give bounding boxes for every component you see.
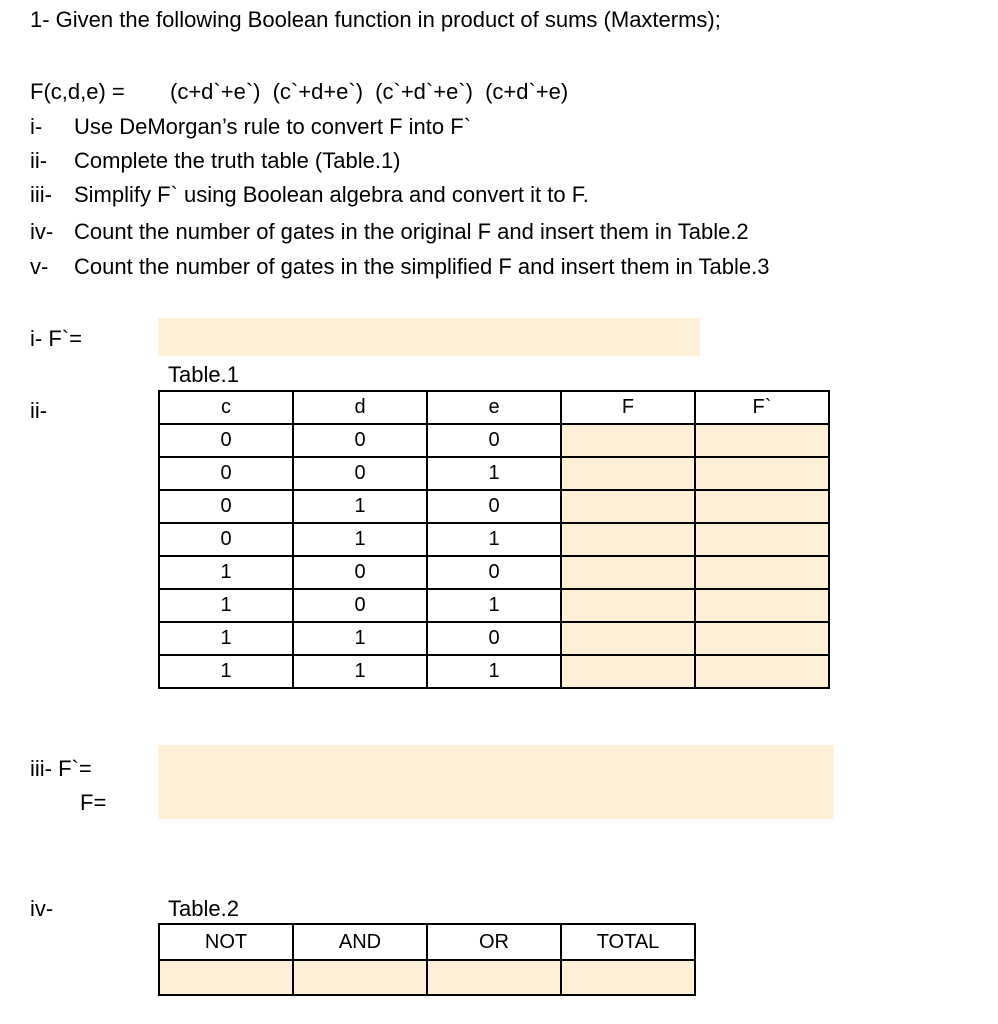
step-text: Count the number of gates in the simplified F and insert them in Table.3 — [74, 254, 770, 279]
cell-f-complement-input[interactable] — [695, 589, 829, 622]
cell-c: 0 — [159, 523, 293, 556]
step-number: ii- — [30, 148, 48, 173]
cell-f-input[interactable] — [561, 622, 695, 655]
table-row — [159, 589, 829, 622]
cell-f-input[interactable] — [561, 589, 695, 622]
cell-c: 0 — [159, 424, 293, 457]
cell-d: 0 — [293, 556, 427, 589]
step-iv — [30, 218, 749, 246]
step-text: Count the number of gates in the original F and insert them in Table.2 — [74, 219, 749, 244]
step-text: Complete the truth table (Table.1) — [74, 148, 401, 173]
cell-f-complement-input[interactable] — [695, 424, 829, 457]
answer-iii-label: iii- F`= — [30, 756, 92, 781]
header-and: AND — [293, 924, 427, 960]
cell-e: 0 — [427, 556, 561, 589]
table-row — [159, 490, 829, 523]
step-number: i- — [30, 114, 43, 139]
cell-f-complement-input[interactable] — [695, 556, 829, 589]
table1-caption: Table.1 — [168, 362, 239, 387]
cell-e: 0 — [427, 622, 561, 655]
step-text: Use DeMorgan’s rule to convert F into F` — [74, 114, 471, 139]
cell-d: 1 — [293, 655, 427, 688]
cell-c: 1 — [159, 556, 293, 589]
function-label: F(c,d,e) = — [30, 79, 125, 104]
answer-i-field[interactable] — [158, 318, 700, 356]
cell-f-input[interactable] — [561, 556, 695, 589]
answer-iii-f-label: F= — [80, 790, 107, 815]
and-count-input[interactable] — [293, 960, 427, 995]
step-i — [30, 113, 471, 141]
cell-d: 0 — [293, 457, 427, 490]
answer-i-label: i- F`= — [30, 326, 82, 351]
table-row — [159, 622, 829, 655]
header-f: F — [561, 391, 695, 424]
header-f-complement: F` — [695, 391, 829, 424]
cell-e: 0 — [427, 490, 561, 523]
cell-c: 1 — [159, 589, 293, 622]
table-row — [159, 457, 829, 490]
answer-ii-label: ii- — [30, 398, 48, 423]
header-total: TOTAL — [561, 924, 695, 960]
cell-f-input[interactable] — [561, 490, 695, 523]
cell-d: 0 — [293, 424, 427, 457]
step-v — [30, 253, 769, 281]
step-text: Simplify F` using Boolean algebra and convert it to F. — [74, 182, 589, 207]
cell-f-input[interactable] — [561, 655, 695, 688]
cell-d: 1 — [293, 622, 427, 655]
cell-f-complement-input[interactable] — [695, 523, 829, 556]
table-row — [159, 556, 829, 589]
header-not: NOT — [159, 924, 293, 960]
cell-c: 0 — [159, 457, 293, 490]
table-row — [159, 523, 829, 556]
cell-f-input[interactable] — [561, 457, 695, 490]
question-title: 1- Given the following Boolean function in product of sums (Maxterms); — [30, 7, 721, 32]
gates-table — [158, 923, 696, 996]
table-header-row — [159, 391, 829, 424]
cell-f-complement-input[interactable] — [695, 622, 829, 655]
cell-f-complement-input[interactable] — [695, 655, 829, 688]
table2-caption: Table.2 — [168, 896, 239, 921]
cell-e: 1 — [427, 589, 561, 622]
cell-e: 1 — [427, 523, 561, 556]
cell-e: 1 — [427, 457, 561, 490]
table-header-row — [159, 924, 695, 960]
cell-c: 0 — [159, 490, 293, 523]
cell-f-complement-input[interactable] — [695, 490, 829, 523]
step-iii — [30, 181, 589, 209]
function-definition — [30, 78, 569, 106]
not-count-input[interactable] — [159, 960, 293, 995]
cell-c: 1 — [159, 622, 293, 655]
step-ii — [30, 147, 401, 175]
truth-table — [158, 390, 830, 689]
cell-f-complement-input[interactable] — [695, 457, 829, 490]
header-d: d — [293, 391, 427, 424]
cell-d: 0 — [293, 589, 427, 622]
step-number: iv- — [30, 219, 54, 244]
header-c: c — [159, 391, 293, 424]
or-count-input[interactable] — [427, 960, 561, 995]
cell-e: 0 — [427, 424, 561, 457]
cell-c: 1 — [159, 655, 293, 688]
step-number: v- — [30, 254, 49, 279]
cell-f-input[interactable] — [561, 424, 695, 457]
step-number: iii- — [30, 182, 52, 207]
header-or: OR — [427, 924, 561, 960]
cell-e: 1 — [427, 655, 561, 688]
cell-d: 1 — [293, 523, 427, 556]
answer-iii-field[interactable] — [158, 745, 834, 819]
total-count-input[interactable] — [561, 960, 695, 995]
header-e: e — [427, 391, 561, 424]
table-row — [159, 655, 829, 688]
cell-f-input[interactable] — [561, 523, 695, 556]
table-row — [159, 424, 829, 457]
table-row — [159, 960, 695, 995]
function-terms: (c+d`+e`) (c`+d+e`) (c`+d`+e`) (c+d`+e) — [170, 79, 569, 104]
cell-d: 1 — [293, 490, 427, 523]
answer-iv-label: iv- — [30, 896, 54, 921]
